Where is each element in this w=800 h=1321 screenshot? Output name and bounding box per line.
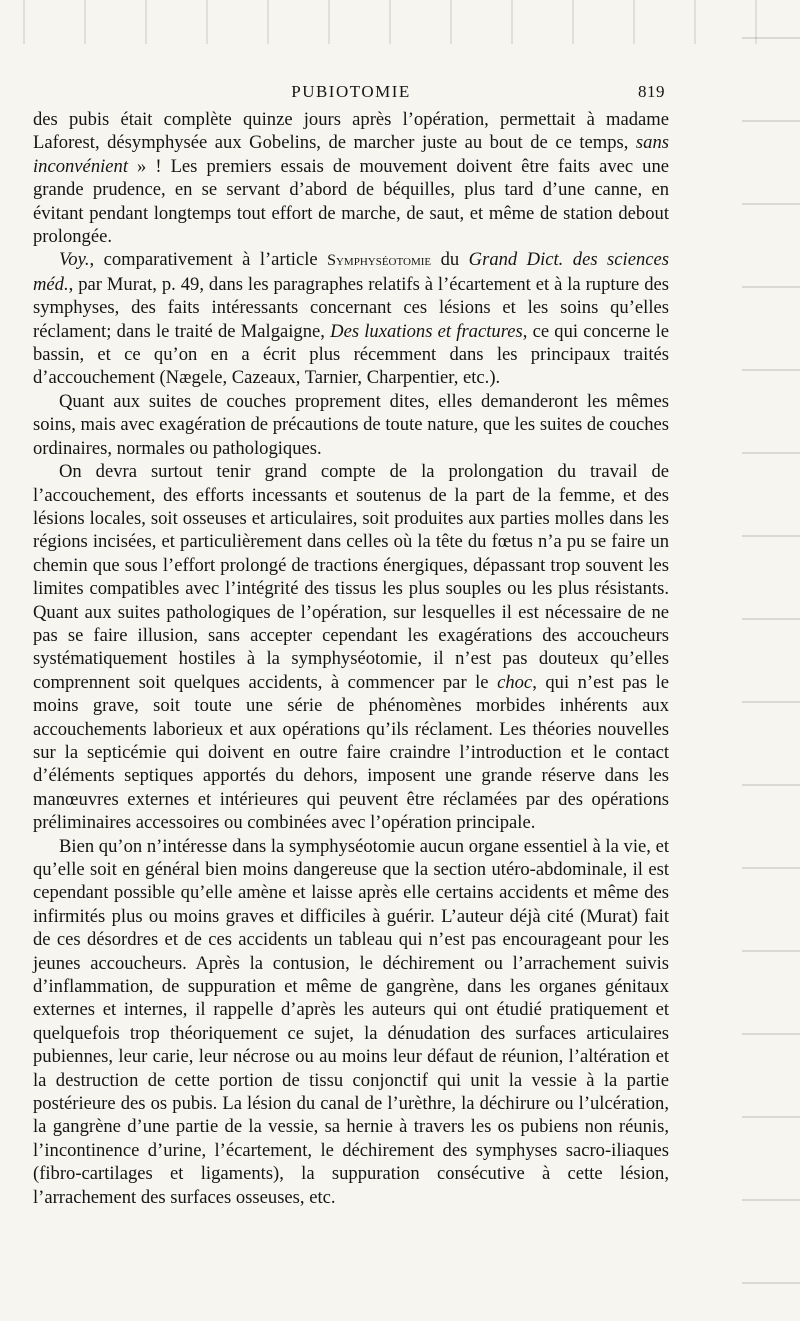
small-caps-text: Symphyséotomie — [327, 252, 432, 270]
text-run: des pubis était complète quinze jours après l’opération, permettait à madame Laforest, désymphysée aux Gobelins, de marcher juste au bout de ce temps, — [33, 109, 669, 154]
text-run: Bien qu’on n’intéresse dans la symphyséotomie aucun organe essentiel à la vie, et qu’elle soit en général bien moins dangereuse que la section utéro-abdominale, il est cependant possible qu’elle amène et laisse après elle certains accidents et même des infirmités plus ou moins graves et difficiles à guérir. L’auteur déjà cité (Murat) fait de ces désordres et de ces accidents un tableau qui n’est pas encourageant pour les jeunes accoucheurs. Après la contusion, le déchirement ou l’arrachement suivis d’inflammation, de suppuration et même de gangrène, dans les organes génitaux externes et internes, il rappelle d’après les auteurs qui ont étudié pratiquement et quelquefois trop théoriquement ce sujet, la dénudation des surfaces articulaires pubiennes, leur carie, leur nécrose ou au moins leur défaut de réunion, l’altération et la destruction de cette portion de tissu conjonctif qui unit la vessie à la partie postérieure des os pubis. La lésion du canal de l’urèthre, la déchirure ou l’ulcération, la gangrène d’une partie de la vessie, sa hernie à travers les os pubiens non réunis, l’incontinence d’urine, l’écartement, le déchirement des symphyses sacro-iliaques (fibro-cartilages et ligaments), la suppuration consécutive à cette lésion, l’arrachement des surfaces osseuses, etc. — [33, 835, 669, 1208]
paragraph — [33, 460, 669, 835]
book-page — [33, 82, 669, 1209]
paragraph — [33, 108, 669, 248]
text-run: , qui n’est pas le moins grave, soit toute une série de phénomènes morbides inhérents aux accouchements laborieux et aux opérations qu’ils réclament. Les théories nouvelles sur la septicémie qui doivent en outre faire craindre l’introduction et le contact d’éléments septiques apportés du dehors, imposent une grande réserve dans les manœuvres externes et intérieures qui peuvent être réclamées par des opérations préliminaires accessoires ou combinées avec l’opération principale. — [33, 671, 669, 834]
italic-text: Des luxations et fractures — [330, 320, 523, 342]
page-number: 819 — [638, 82, 665, 101]
scan-right-edge — [742, 0, 800, 1321]
paragraph — [33, 835, 669, 1210]
running-title: PUBIOTOMIE — [291, 82, 411, 101]
text-run: , par Murat, p. 49, dans les paragraphes relatifs à l’écartement et à la rupture des symphyses, des faits intéressants concernant ces lésions et les soins qu’elles réclament; dans le traité de Malgaigne, — [33, 273, 669, 342]
body-text — [33, 108, 669, 1209]
italic-text: Grand Dict. des sciences méd. — [33, 249, 669, 295]
text-run: du — [431, 249, 469, 271]
scan-top-edge — [0, 0, 800, 44]
italic-text: sans inconvénient — [33, 132, 669, 177]
paragraph — [33, 248, 669, 389]
paragraph — [33, 390, 669, 460]
text-run: , ce qui concerne le bassin, et ce qu’on en a écrit plus récemment dans les principaux traités d’accouchement (Nægele, Cazeaux, Tarnier, Charpentier, etc.). — [33, 320, 669, 389]
text-run: On devra surtout tenir grand compte de la prolongation du travail de l’accouchement, des efforts incessants et soutenus de la part de la femme, et des lésions locales, soit osseuses et articulaires, soit produites aux parties molles dans les régions incisées, et particulièrement dans celles où la tête du fœtus n’a pu se faire un chemin que sous l’effort prolongé de tractions énergiques, dépassant trop souvent les limites compatibles avec l’intégrité des tissus les plus souples ou les plus résistants. Quant aux suites pathologiques de l’opération, sur lesquelles il est nécessaire de ne pas se faire illusion, sans accepter cependant les exagérations des accoucheurs systématiquement hostiles à la symphyséotomie, il n’est pas douteux qu’elles comprennent soit quelques accidents, à commencer par le — [33, 461, 669, 693]
text-run: » ! Les premiers essais de mouvement doivent être faits avec une grande prudence, en se servant d’abord de béquilles, plus tard d’une canne, en évitant pendant longtemps tout effort de marche, de saut, et même de station debout prolongée. — [33, 155, 669, 248]
italic-text: choc — [497, 671, 533, 693]
text-run: , comparativement à l’article — [89, 249, 328, 271]
text-run: Quant aux suites de couches proprement dites, elles demanderont les mêmes soins, mais avec exagération de précautions de toute nature, que les suites de couches ordinaires, normales ou pathologiques. — [33, 390, 669, 459]
running-header — [33, 82, 669, 108]
italic-text: Voy. — [59, 249, 90, 271]
